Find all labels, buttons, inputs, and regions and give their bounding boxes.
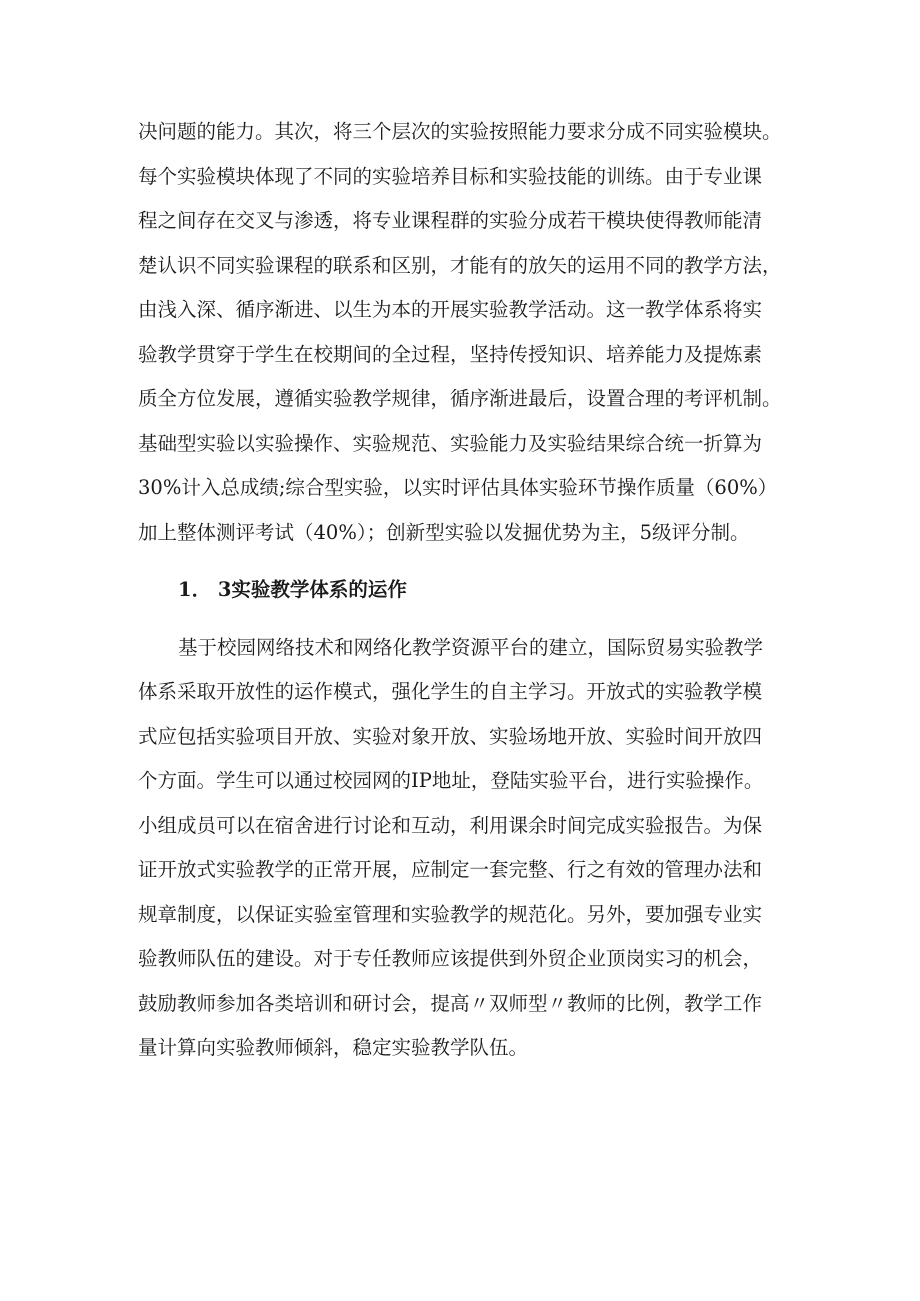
text-line: 个方面。学生可以通过校园网的IP地址，登陆实验平台，进行实验操作。 — [138, 769, 764, 792]
text-line: 基础型实验以实验操作、实验规范、实验能力及实验结果综合统一折算为 — [138, 431, 763, 455]
text-line: 体系采取开放性的运作模式，强化学生的自主学习。开放式的实验教学模 — [138, 680, 763, 703]
text-line: 验教学贯穿于学生在校期间的全过程，坚持传授知识、培养能力及提炼素 — [138, 342, 763, 366]
text-line: 每个实验模块体现了不同的实验培养目标和实验技能的训练。由于专业课 — [138, 164, 763, 188]
text-line: 鼓励教师参加各类培训和研讨会，提高〃双师型〃教师的比例，教学工作 — [138, 991, 763, 1015]
section-heading: 1． 3实验教学体系的运作 — [178, 578, 407, 601]
paragraph-system-operation — [138, 626, 788, 1071]
text-line: 式应包括实验项目开放、实验对象开放、实验场地开放、实验时间开放四 — [138, 724, 763, 748]
text-line: 程之间存在交叉与渗透，将专业课程群的实验分成若干模块使得教师能清 — [138, 209, 763, 232]
text-line: 质全方位发展，遵循实验教学规律，循序渐进最后，设置合理的考评机制。 — [138, 387, 782, 410]
text-line: 证开放式实验教学的正常开展，应制定一套完整、行之有效的管理办法和 — [138, 858, 763, 881]
text-line: 基于校园网络技术和网络化教学资源平台的建立，国际贸易实验教学 — [178, 635, 764, 659]
text-line: 小组成员可以在宿舍进行讨论和互动，利用课余时间完成实验报告。为保 — [138, 813, 763, 837]
text-line: 规章制度，以保证实验室管理和实验教学的规范化。另外，要加强专业实 — [138, 902, 763, 926]
paragraph-evaluation-system — [138, 110, 788, 555]
text-line: 加上整体测评考试（40%）；创新型实验以发掘优势为主，5级评分制。 — [138, 520, 750, 544]
text-line: 决问题的能力。其次，将三个层次的实验按照能力要求分成不同实验模块。 — [138, 120, 782, 143]
text-line: 由浅入深、循序渐进、以生为本的开展实验教学活动。这一教学体系将实 — [138, 298, 763, 321]
text-line: 楚认识不同实验课程的联系和区别，才能有的放矢的运用不同的教学方法， — [138, 253, 782, 277]
text-line: 量计算向实验教师倾斜，稳定实验教学队伍。 — [138, 1036, 529, 1059]
text-line: 30%计入总成绩;综合型实验，以实时评估具体实验环节操作质量（60%） — [138, 476, 778, 499]
text-line: 验教师队伍的建设。对于专任教师应该提供到外贸企业顶岗实习的机会， — [138, 947, 763, 970]
document-body — [138, 110, 788, 1071]
